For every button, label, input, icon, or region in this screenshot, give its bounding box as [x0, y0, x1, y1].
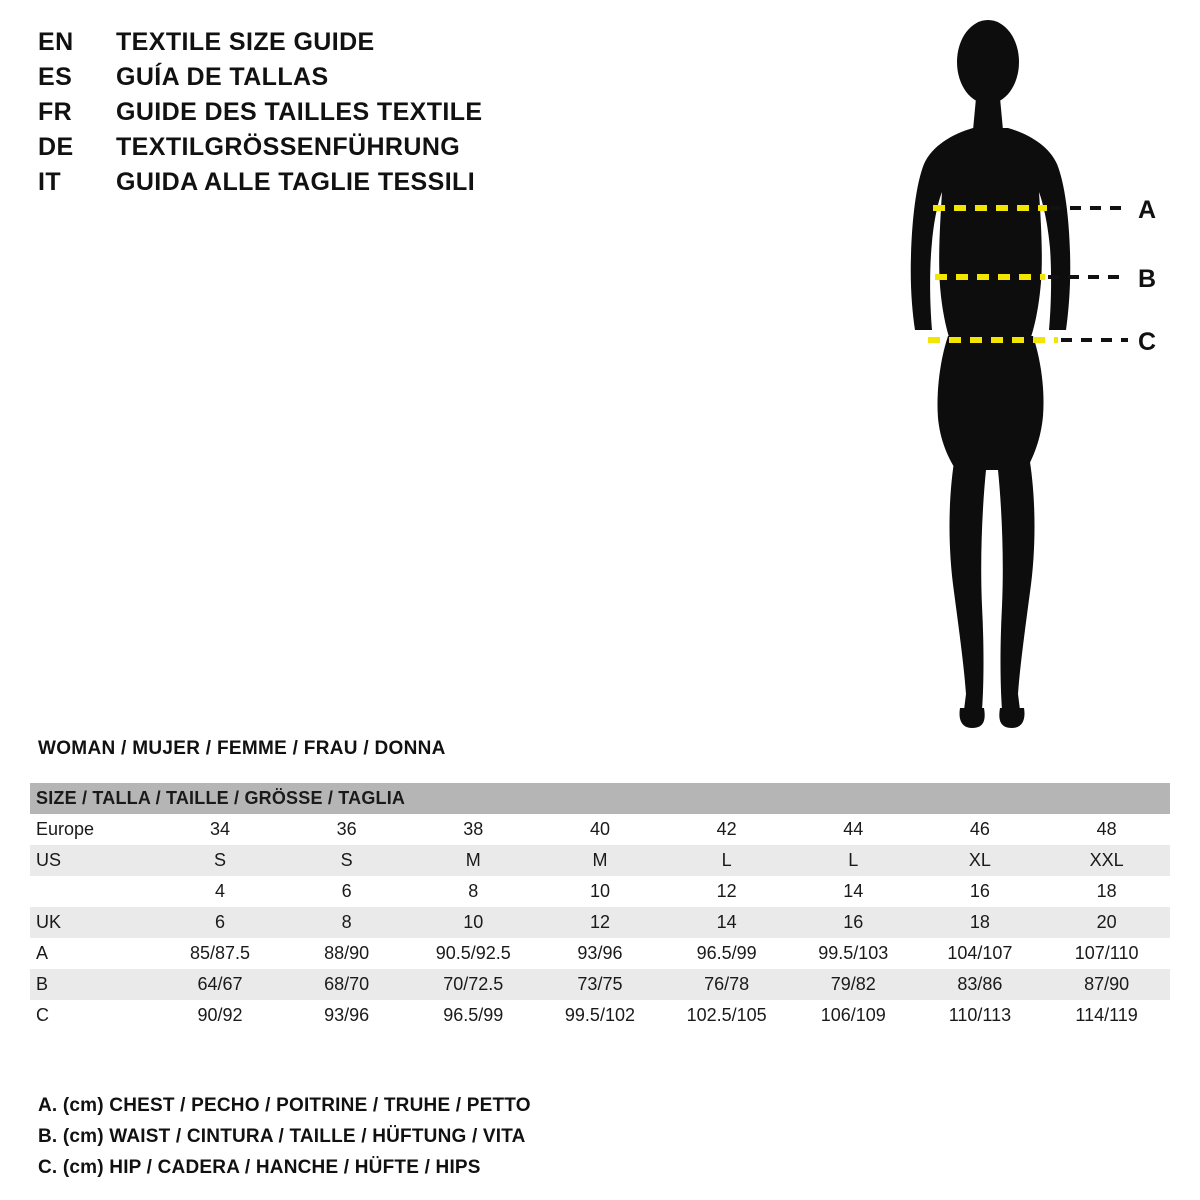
cell: 107/110: [1043, 938, 1170, 969]
language-row-es: [38, 63, 598, 98]
note-waist: B. (cm) WAIST / CINTURA / TAILLE / HÜFTUNG / VITA: [38, 1126, 526, 1147]
table-row: [30, 876, 1170, 907]
cell: 99.5/102: [537, 1000, 664, 1031]
language-title-it: GUIDA ALLE TAGLIE TESSILI: [116, 168, 476, 196]
language-title-fr: GUIDE DES TAILLES TEXTILE: [116, 98, 483, 126]
marker-label-b: B: [1138, 265, 1157, 293]
row-label-uk: UK: [30, 907, 157, 938]
language-row-en: [38, 28, 598, 63]
marker-label-a: A: [1138, 196, 1157, 224]
cell: 8: [410, 876, 537, 907]
language-code-de: DE: [38, 133, 74, 161]
size-table: [30, 783, 1170, 1031]
cell: 12: [537, 907, 664, 938]
row-label-us-numeric: [30, 876, 157, 907]
note-hip: C. (cm) HIP / CADERA / HANCHE / HÜFTE / HIPS: [38, 1157, 481, 1178]
cell: XXL: [1043, 845, 1170, 876]
cell: M: [537, 845, 664, 876]
table-row: [30, 938, 1170, 969]
language-header-block: [38, 28, 598, 203]
cell: 106/109: [790, 1000, 917, 1031]
cell: 42: [663, 814, 790, 845]
cell: 87/90: [1043, 969, 1170, 1000]
cell: 34: [157, 814, 284, 845]
cell: 73/75: [537, 969, 664, 1000]
table-row: [30, 814, 1170, 845]
cell: 70/72.5: [410, 969, 537, 1000]
cell: 10: [537, 876, 664, 907]
cell: 6: [157, 907, 284, 938]
cell: 48: [1043, 814, 1170, 845]
language-title-de: TEXTILGRÖSSENFÜHRUNG: [116, 133, 461, 161]
cell: 6: [283, 876, 410, 907]
note-chest: A. (cm) CHEST / PECHO / POITRINE / TRUHE / PETTO: [38, 1095, 531, 1116]
cell: 10: [410, 907, 537, 938]
cell: 88/90: [283, 938, 410, 969]
cell: 68/70: [283, 969, 410, 1000]
cell: 16: [917, 876, 1044, 907]
row-label-b: B: [30, 969, 157, 1000]
language-title-en: TEXTILE SIZE GUIDE: [116, 28, 375, 56]
cell: 93/96: [537, 938, 664, 969]
cell: 85/87.5: [157, 938, 284, 969]
cell: 18: [917, 907, 1044, 938]
size-table-wrapper: [30, 783, 1170, 1031]
language-code-fr: FR: [38, 98, 73, 126]
cell: 110/113: [917, 1000, 1044, 1031]
cell: 114/119: [1043, 1000, 1170, 1031]
cell: 96.5/99: [663, 938, 790, 969]
table-header-row: [30, 783, 1170, 814]
table-row: [30, 969, 1170, 1000]
cell: 38: [410, 814, 537, 845]
cell: 90/92: [157, 1000, 284, 1031]
cell: 20: [1043, 907, 1170, 938]
female-silhouette-icon: [911, 20, 1071, 728]
cell: 99.5/103: [790, 938, 917, 969]
cell: 4: [157, 876, 284, 907]
cell: M: [410, 845, 537, 876]
cell: 12: [663, 876, 790, 907]
cell: 44: [790, 814, 917, 845]
cell: 93/96: [283, 1000, 410, 1031]
cell: S: [157, 845, 284, 876]
cell: 18: [1043, 876, 1170, 907]
table-row: [30, 845, 1170, 876]
language-code-en: EN: [38, 28, 74, 56]
cell: XL: [917, 845, 1044, 876]
row-label-c: C: [30, 1000, 157, 1031]
measurement-notes: [38, 1090, 838, 1183]
cell: 14: [663, 907, 790, 938]
cell: 16: [790, 907, 917, 938]
language-row-it: [38, 168, 598, 203]
cell: 76/78: [663, 969, 790, 1000]
row-label-a: A: [30, 938, 157, 969]
cell: 79/82: [790, 969, 917, 1000]
marker-label-c: C: [1138, 328, 1157, 356]
table-row: [30, 1000, 1170, 1031]
cell: 90.5/92.5: [410, 938, 537, 969]
cell: 104/107: [917, 938, 1044, 969]
table-row: [30, 907, 1170, 938]
cell: 64/67: [157, 969, 284, 1000]
language-row-de: [38, 133, 598, 168]
cell: L: [790, 845, 917, 876]
cell: 102.5/105: [663, 1000, 790, 1031]
cell: 14: [790, 876, 917, 907]
language-row-fr: [38, 98, 598, 133]
language-title-es: GUÍA DE TALLAS: [116, 63, 329, 91]
language-code-es: ES: [38, 63, 73, 91]
gender-title: WOMAN / MUJER / FEMME / FRAU / DONNA: [38, 738, 446, 759]
body-figure: [860, 10, 1190, 750]
language-code-it: IT: [38, 168, 62, 196]
cell: 96.5/99: [410, 1000, 537, 1031]
row-label-europe: Europe: [30, 814, 157, 845]
cell: 83/86: [917, 969, 1044, 1000]
row-label-us: US: [30, 845, 157, 876]
cell: 40: [537, 814, 664, 845]
table-header-label: SIZE / TALLA / TAILLE / GRÖSSE / TAGLIA: [30, 783, 1170, 814]
cell: L: [663, 845, 790, 876]
cell: S: [283, 845, 410, 876]
cell: 36: [283, 814, 410, 845]
cell: 8: [283, 907, 410, 938]
cell: 46: [917, 814, 1044, 845]
